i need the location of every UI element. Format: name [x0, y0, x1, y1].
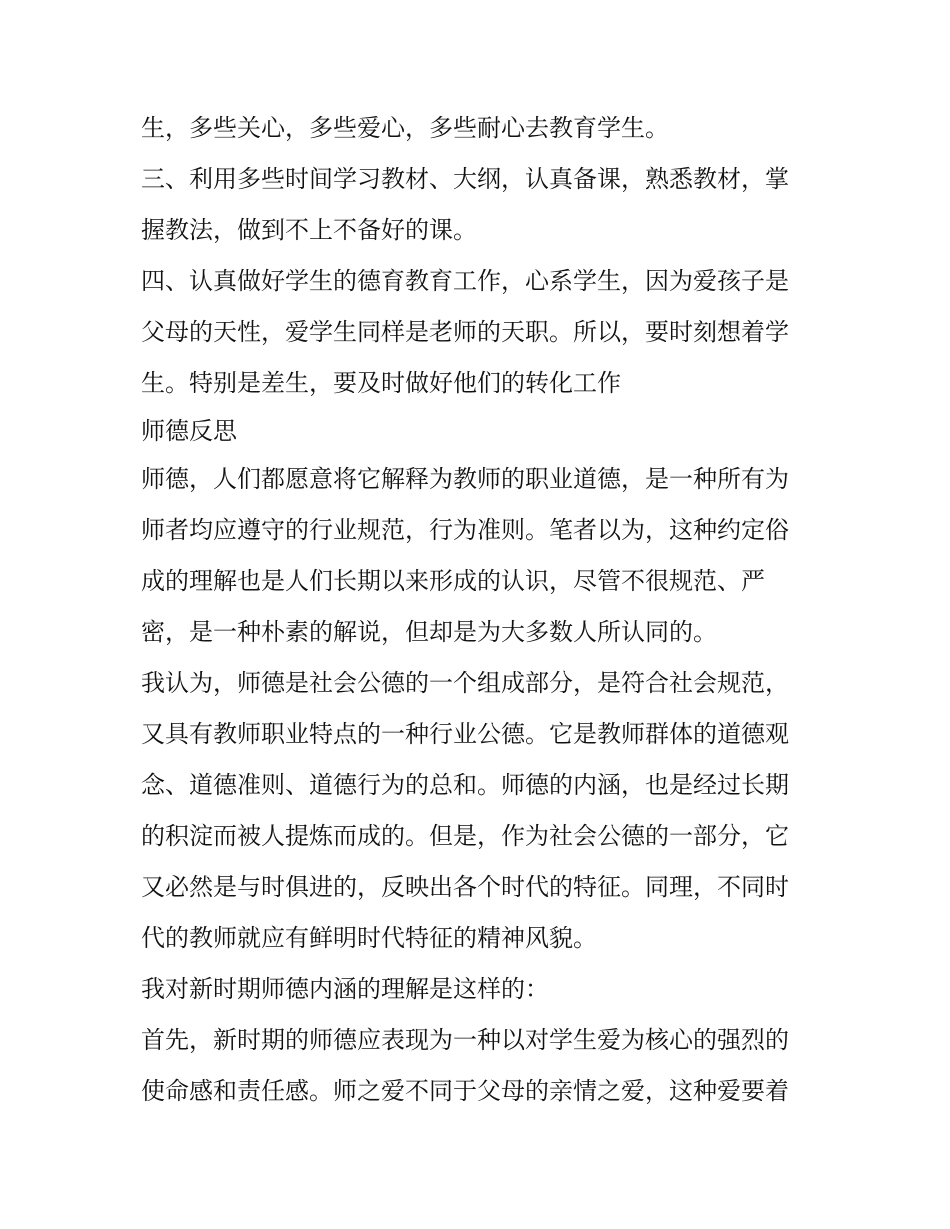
text-line-2: 三、利用多些时间学习教材、大纲，认真备课，熟悉教材，掌: [141, 165, 789, 193]
text-line-15: 的积淀而被人提炼而成的。但是，作为社会公德的一部分，它: [141, 822, 789, 850]
text-line-11: 密，是一种朴素的解说，但却是为大多数人所认同的。: [141, 618, 717, 646]
text-line-1: 生，多些关心，多些爱心，多些耐心去教育学生。: [141, 114, 669, 142]
text-line-13: 又具有教师职业特点的一种行业公德。它是教师群体的道德观: [141, 720, 789, 748]
text-line-9: 师者均应遵守的行业规范，行为准则。笔者以为，这种约定俗: [141, 516, 789, 544]
text-line-10: 成的理解也是人们长期以来形成的认识，尽管不很规范、严: [141, 567, 765, 595]
text-line-18: 我对新时期师德内涵的理解是这样的：: [141, 975, 549, 1003]
text-line-16: 又必然是与时俱进的，反映出各个时代的特征。同理，不同时: [141, 873, 789, 901]
body-text: [141, 108, 816, 1122]
text-line-12: 我认为，师德是社会公德的一个组成部分，是符合社会规范，: [141, 669, 789, 697]
text-line-4: 四、认真做好学生的德育教育工作，心系学生，因为爱孩子是: [141, 267, 789, 295]
text-line-14: 念、道德准则、道德行为的总和。师德的内涵，也是经过长期: [141, 771, 789, 799]
text-line-3: 握教法，做到不上不备好的课。: [141, 216, 477, 244]
text-line-20: 使命感和责任感。师之爱不同于父母的亲情之爱，这种爱要着: [141, 1077, 789, 1105]
section-heading: 师德反思: [141, 417, 237, 445]
text-line-5: 父母的天性，爱学生同样是老师的天职。所以，要时刻想着学: [141, 318, 789, 346]
text-line-17: 代的教师就应有鲜明时代特征的精神风貌。: [141, 924, 597, 952]
text-line-19: 首先，新时期的师德应表现为一种以对学生爱为核心的强烈的: [141, 1026, 789, 1054]
text-line-6: 生。特别是差生，要及时做好他们的转化工作: [141, 369, 621, 397]
text-line-8: 师德，人们都愿意将它解释为教师的职业道德，是一种所有为: [141, 465, 789, 493]
